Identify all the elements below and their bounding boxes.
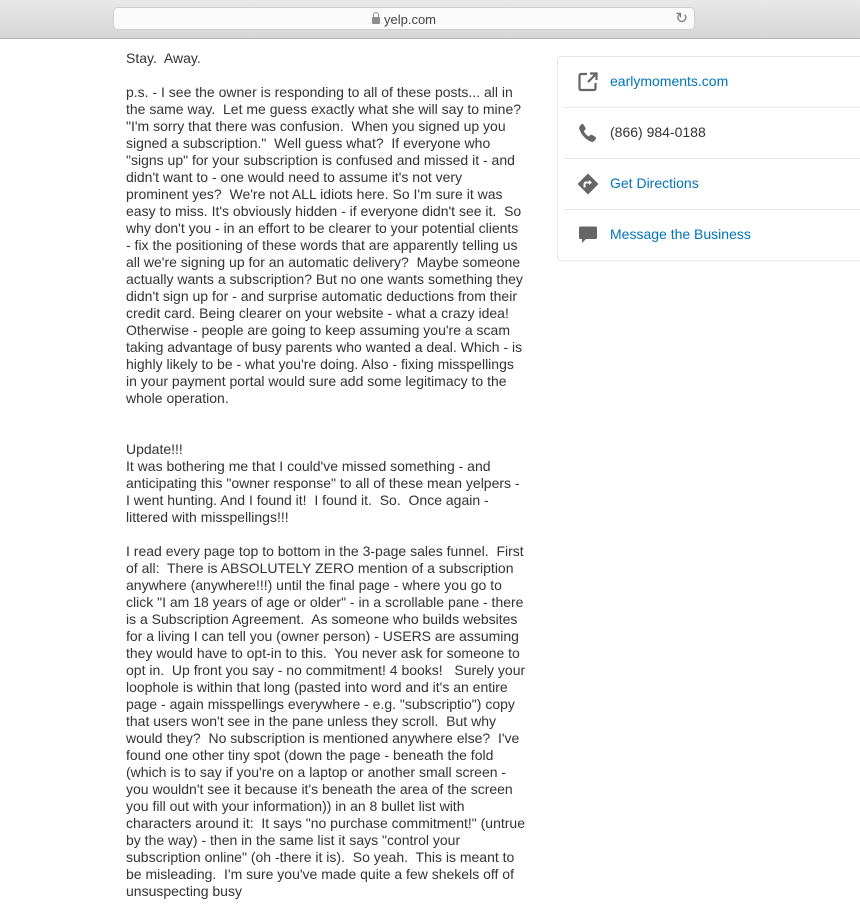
review-paragraph: It was bothering me that I could've missed something - and anticipating this "owner response" to all of these mean yelpers - I went hunting. And I found it! I found it. So. Once again - littered with misspellings!!! — [126, 458, 524, 525]
browser-toolbar — [0, 0, 860, 39]
speech-bubble-icon — [576, 223, 600, 247]
reload-icon[interactable]: ↻ — [675, 10, 688, 27]
sidebar-item-phone — [564, 108, 860, 159]
get-directions-link[interactable]: Get Directions — [610, 175, 699, 191]
url-text: yelp.com — [383, 12, 437, 27]
review-paragraph: Stay. Away. — [126, 50, 201, 66]
review-paragraph: I read every page top to bottom in the 3-page sales funnel. First of all: There is ABSOLUTELY ZERO mention of a subscription anywhere (anywhere!!!) until the final page - where you go to click "I am 18 years of age or older" - in a scrollable pane - there is a Subscription Agreement. As someone who builds websites for a living I can tell you (owner person) - USERS are assuming they would have to opt-in to this. You never ask for someone to opt in. Up front you say - no commitment! 4 books! Surely your loophole is within that long (pasted into word and it's an entire page - again misspellings everywhere - e.g. "subscriptio") copy that users won't see in the pane unless they scroll. But why would they? No subscription is mentioned anywhere else? I've found one other tiny spot (down the page - beneath the fold (which is to say if you're on a laptop or another small screen - you wouldn't see it because it's beneath the area of the screen you fill out with your information)) in an 8 bullet list with characters around it: It says "no purchase commitment!" (untrue by the way) - then in the same list it says "control your subscription online" (oh -there it is). So yeah. This is meant to be misleading. I'm sure you've made quite a few shekels off of unsuspecting busy — [126, 543, 530, 899]
review-text — [126, 50, 530, 917]
external-link-icon — [576, 70, 600, 94]
phone-number: (866) 984-0188 — [610, 124, 706, 140]
sidebar-item-directions[interactable] — [564, 159, 860, 210]
message-business-link[interactable]: Message the Business — [610, 226, 751, 242]
sidebar-item-message[interactable] — [564, 210, 860, 260]
review-paragraph: p.s. - I see the owner is responding to all of these posts... all in the same way. Let me guess exactly what she will say to mine? "I'm sorry that there was confusion. When you signed up you signed a subscription." Well guess what? If everyone who "signs up" for your subscription is confused and missed it - and didn't want to - one would need to assume it's not very prominent yes? We're not ALL idiots here. So I'm sure it was easy to miss. It's obviously hidden - if everyone didn't see it. So why don't you - in an effort to be clearer to your potential clients - fix the positioning of these words that are apparently telling us all we're signing up for an automatic delivery? Maybe someone actually wants a subscription? But no one wants something they didn't sign up for - and surprise automatic deductions from their credit card. Being clearer on your website - what a crazy idea! Otherwise - people are going to keep assuming you're a scam taking advantage of busy parents who wanted a deal. Which - is highly likely to be - what you're doing. Also - fixing misspellings in your payment portal would sure add some legitimacy to the whole operation. — [126, 84, 529, 406]
review-update-heading: Update!!! — [126, 441, 183, 457]
lock-icon — [372, 17, 380, 24]
website-link[interactable]: earlymoments.com — [610, 73, 729, 89]
business-info-box — [557, 56, 860, 261]
address-bar[interactable] — [113, 7, 695, 30]
url-display[interactable] — [114, 12, 694, 27]
phone-icon — [576, 121, 600, 145]
sidebar-item-website[interactable] — [564, 57, 860, 108]
directions-icon — [576, 172, 600, 196]
